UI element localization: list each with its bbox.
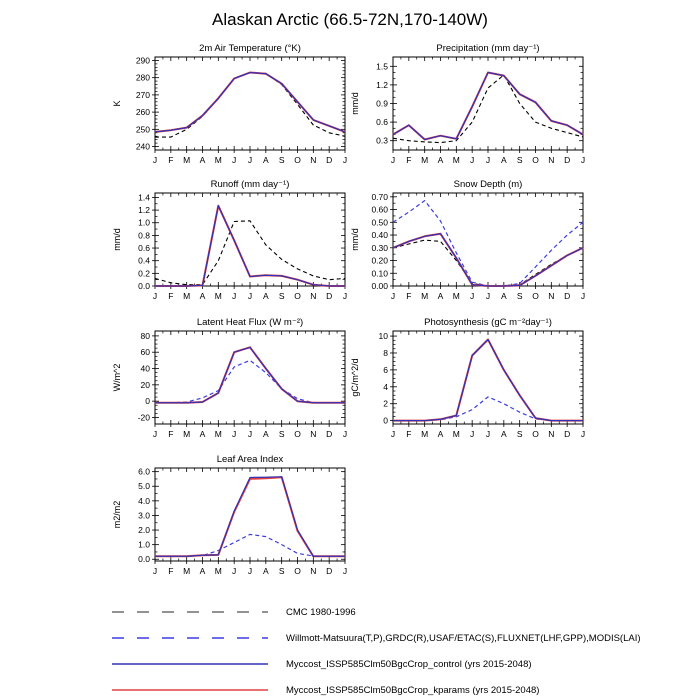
svg-text:F: F: [168, 429, 174, 439]
legend-label: Willmott-Matsuura(T,P),GRDC(R),USAF/ETAC(S),FLUXNET(LHF,GPP),MODIS(LAI): [286, 632, 641, 644]
svg-text:D: D: [564, 429, 571, 439]
svg-text:S: S: [516, 429, 523, 439]
svg-text:0.20: 0.20: [371, 255, 388, 266]
svg-text:0.6: 0.6: [376, 117, 388, 128]
svg-text:J: J: [247, 155, 253, 165]
legend-item-cmc: [110, 599, 641, 625]
chart-runoff: [107, 178, 367, 304]
svg-text:Leaf Area Index: Leaf Area Index: [216, 454, 284, 465]
legend-line-swatch: [110, 632, 270, 644]
svg-text:J: J: [485, 155, 491, 165]
svg-text:D: D: [326, 155, 333, 165]
svg-text:A: A: [262, 155, 269, 165]
svg-text:J: J: [152, 291, 158, 301]
svg-text:N: N: [310, 566, 317, 576]
svg-text:F: F: [168, 291, 174, 301]
chart-photosynthesis: [342, 316, 605, 442]
svg-text:A: A: [500, 429, 507, 439]
svg-text:Photosynthesis (gC m⁻²day⁻¹): Photosynthesis (gC m⁻²day⁻¹): [424, 317, 552, 328]
svg-text:J: J: [390, 429, 396, 439]
svg-text:A: A: [500, 291, 507, 301]
svg-text:0.9: 0.9: [376, 98, 388, 109]
svg-text:60: 60: [140, 347, 150, 358]
svg-text:J: J: [390, 291, 396, 301]
svg-text:D: D: [326, 429, 333, 439]
svg-text:F: F: [406, 291, 412, 301]
svg-text:0: 0: [145, 396, 150, 407]
svg-text:40: 40: [140, 363, 150, 374]
svg-text:J: J: [247, 429, 253, 439]
svg-text:J: J: [342, 429, 348, 439]
svg-text:0.30: 0.30: [371, 242, 388, 253]
svg-text:6.0: 6.0: [138, 466, 150, 477]
svg-text:O: O: [532, 155, 539, 165]
svg-text:0.10: 0.10: [371, 268, 388, 279]
svg-text:W/m^2: W/m^2: [112, 363, 122, 392]
svg-text:M: M: [183, 429, 191, 439]
svg-text:2.0: 2.0: [138, 525, 150, 536]
svg-text:J: J: [152, 429, 158, 439]
svg-text:J: J: [232, 429, 237, 439]
svg-text:0.0: 0.0: [138, 554, 150, 565]
svg-text:A: A: [262, 291, 269, 301]
svg-text:D: D: [326, 291, 333, 301]
svg-text:J: J: [580, 291, 586, 301]
svg-text:4.0: 4.0: [138, 495, 150, 506]
legend-item-control: [110, 651, 641, 677]
svg-text:M: M: [452, 155, 460, 165]
svg-text:K: K: [112, 100, 122, 107]
legend-label: Myccost_ISSP585Clm50BgcCrop_control (yrs 2015-2048): [286, 658, 532, 670]
legend: [110, 599, 641, 700]
svg-text:S: S: [278, 291, 285, 301]
svg-text:4: 4: [383, 381, 388, 392]
svg-text:J: J: [232, 155, 237, 165]
svg-text:20: 20: [140, 379, 150, 390]
legend-item-obs: [110, 625, 641, 651]
svg-text:mm/d: mm/d: [350, 92, 360, 115]
svg-text:270: 270: [135, 89, 150, 100]
svg-text:mm/d: mm/d: [112, 228, 122, 251]
figure-title: Alaskan Arctic (66.5-72N,170-140W): [212, 10, 488, 29]
svg-text:1.4: 1.4: [138, 192, 150, 203]
svg-text:0.8: 0.8: [138, 230, 150, 241]
svg-text:A: A: [437, 155, 444, 165]
svg-text:N: N: [548, 291, 555, 301]
svg-text:J: J: [152, 155, 158, 165]
svg-text:0: 0: [383, 415, 388, 426]
svg-text:0.40: 0.40: [371, 230, 388, 241]
svg-text:S: S: [516, 291, 523, 301]
svg-text:0.4: 0.4: [138, 255, 150, 266]
svg-text:J: J: [485, 429, 491, 439]
svg-text:1.2: 1.2: [138, 205, 150, 216]
svg-text:A: A: [437, 429, 444, 439]
svg-text:A: A: [437, 291, 444, 301]
svg-text:J: J: [247, 566, 253, 576]
svg-text:0.00: 0.00: [371, 281, 388, 291]
svg-text:J: J: [390, 155, 396, 165]
svg-text:A: A: [500, 155, 507, 165]
svg-text:J: J: [470, 291, 475, 301]
svg-text:A: A: [199, 155, 206, 165]
svg-text:Precipitation (mm day⁻¹): Precipitation (mm day⁻¹): [436, 43, 540, 54]
svg-text:D: D: [564, 155, 571, 165]
svg-text:M: M: [421, 429, 429, 439]
svg-text:S: S: [278, 566, 285, 576]
svg-text:M: M: [214, 291, 222, 301]
svg-text:J: J: [580, 155, 586, 165]
svg-text:J: J: [580, 429, 586, 439]
legend-line-swatch: [110, 606, 270, 618]
svg-text:J: J: [342, 291, 348, 301]
svg-text:-20: -20: [137, 412, 150, 423]
svg-text:N: N: [310, 155, 317, 165]
legend-label: Myccost_ISSP585Clm50BgcCrop_kparams (yrs 2015-2048): [286, 684, 540, 696]
svg-text:J: J: [470, 429, 475, 439]
svg-text:0.60: 0.60: [371, 204, 388, 215]
svg-text:D: D: [326, 566, 333, 576]
svg-text:240: 240: [135, 141, 150, 152]
svg-text:gC/m^2/d: gC/m^2/d: [350, 358, 360, 397]
svg-text:5.0: 5.0: [138, 481, 150, 492]
svg-text:J: J: [485, 291, 491, 301]
svg-text:A: A: [199, 291, 206, 301]
svg-text:F: F: [168, 155, 174, 165]
svg-text:D: D: [564, 291, 571, 301]
legend-item-kparams: [110, 677, 641, 700]
legend-line-swatch: [110, 658, 270, 670]
svg-text:M: M: [214, 155, 222, 165]
svg-text:0.3: 0.3: [376, 135, 388, 146]
svg-text:F: F: [406, 429, 412, 439]
svg-text:M: M: [452, 291, 460, 301]
svg-text:Runoff (mm day⁻¹): Runoff (mm day⁻¹): [210, 179, 290, 190]
svg-text:6: 6: [383, 364, 388, 375]
svg-text:2m Air Temperature (°K): 2m Air Temperature (°K): [199, 43, 301, 54]
svg-text:N: N: [310, 429, 317, 439]
legend-label: CMC 1980-1996: [286, 606, 356, 618]
svg-text:250: 250: [135, 124, 150, 135]
svg-text:J: J: [342, 566, 348, 576]
svg-text:J: J: [152, 566, 158, 576]
svg-text:Latent Heat Flux (W m⁻²): Latent Heat Flux (W m⁻²): [196, 317, 304, 328]
svg-text:S: S: [516, 155, 523, 165]
chart-snow-depth: [342, 178, 605, 304]
svg-text:F: F: [406, 155, 412, 165]
svg-text:J: J: [232, 291, 237, 301]
svg-text:1.0: 1.0: [138, 217, 150, 228]
svg-text:O: O: [532, 291, 539, 301]
svg-text:mm/d: mm/d: [350, 228, 360, 251]
chart-leaf-area-index: [107, 453, 367, 579]
svg-text:O: O: [294, 155, 301, 165]
svg-text:10: 10: [378, 331, 388, 342]
svg-text:A: A: [199, 566, 206, 576]
svg-text:J: J: [232, 566, 237, 576]
svg-text:M: M: [452, 429, 460, 439]
svg-text:280: 280: [135, 72, 150, 83]
svg-text:O: O: [294, 429, 301, 439]
svg-text:N: N: [548, 155, 555, 165]
svg-text:0.2: 0.2: [138, 268, 150, 279]
svg-text:M: M: [214, 429, 222, 439]
svg-text:O: O: [294, 566, 301, 576]
svg-text:N: N: [548, 429, 555, 439]
svg-text:0.6: 0.6: [138, 243, 150, 254]
svg-text:A: A: [262, 429, 269, 439]
svg-text:1.2: 1.2: [376, 79, 388, 90]
svg-text:80: 80: [140, 330, 150, 341]
svg-text:M: M: [183, 291, 191, 301]
svg-text:M: M: [214, 566, 222, 576]
svg-text:S: S: [278, 429, 285, 439]
svg-text:O: O: [532, 429, 539, 439]
svg-text:A: A: [199, 429, 206, 439]
svg-text:m2/m2: m2/m2: [112, 500, 122, 529]
svg-text:F: F: [168, 566, 174, 576]
svg-text:M: M: [183, 566, 191, 576]
svg-text:M: M: [421, 291, 429, 301]
svg-text:0.50: 0.50: [371, 217, 388, 228]
svg-text:O: O: [294, 291, 301, 301]
svg-text:1.0: 1.0: [138, 539, 150, 550]
chart-latent-heat-flux: [107, 316, 367, 442]
svg-text:1.5: 1.5: [376, 61, 388, 72]
svg-text:8: 8: [383, 347, 388, 358]
svg-text:0.70: 0.70: [371, 191, 388, 202]
svg-text:260: 260: [135, 107, 150, 118]
svg-text:M: M: [183, 155, 191, 165]
svg-text:3.0: 3.0: [138, 510, 150, 521]
svg-text:S: S: [278, 155, 285, 165]
svg-text:2: 2: [383, 398, 388, 409]
svg-text:Snow Depth (m): Snow Depth (m): [453, 179, 523, 190]
svg-text:J: J: [247, 291, 253, 301]
svg-text:J: J: [342, 155, 348, 165]
svg-text:0.0: 0.0: [138, 281, 150, 291]
svg-text:290: 290: [135, 55, 150, 66]
legend-line-swatch: [110, 684, 270, 696]
svg-text:M: M: [421, 155, 429, 165]
svg-text:A: A: [262, 566, 269, 576]
svg-text:N: N: [310, 291, 317, 301]
chart-precipitation: [342, 42, 605, 168]
svg-text:J: J: [470, 155, 475, 165]
chart-2m-air-temperature: [107, 42, 367, 168]
